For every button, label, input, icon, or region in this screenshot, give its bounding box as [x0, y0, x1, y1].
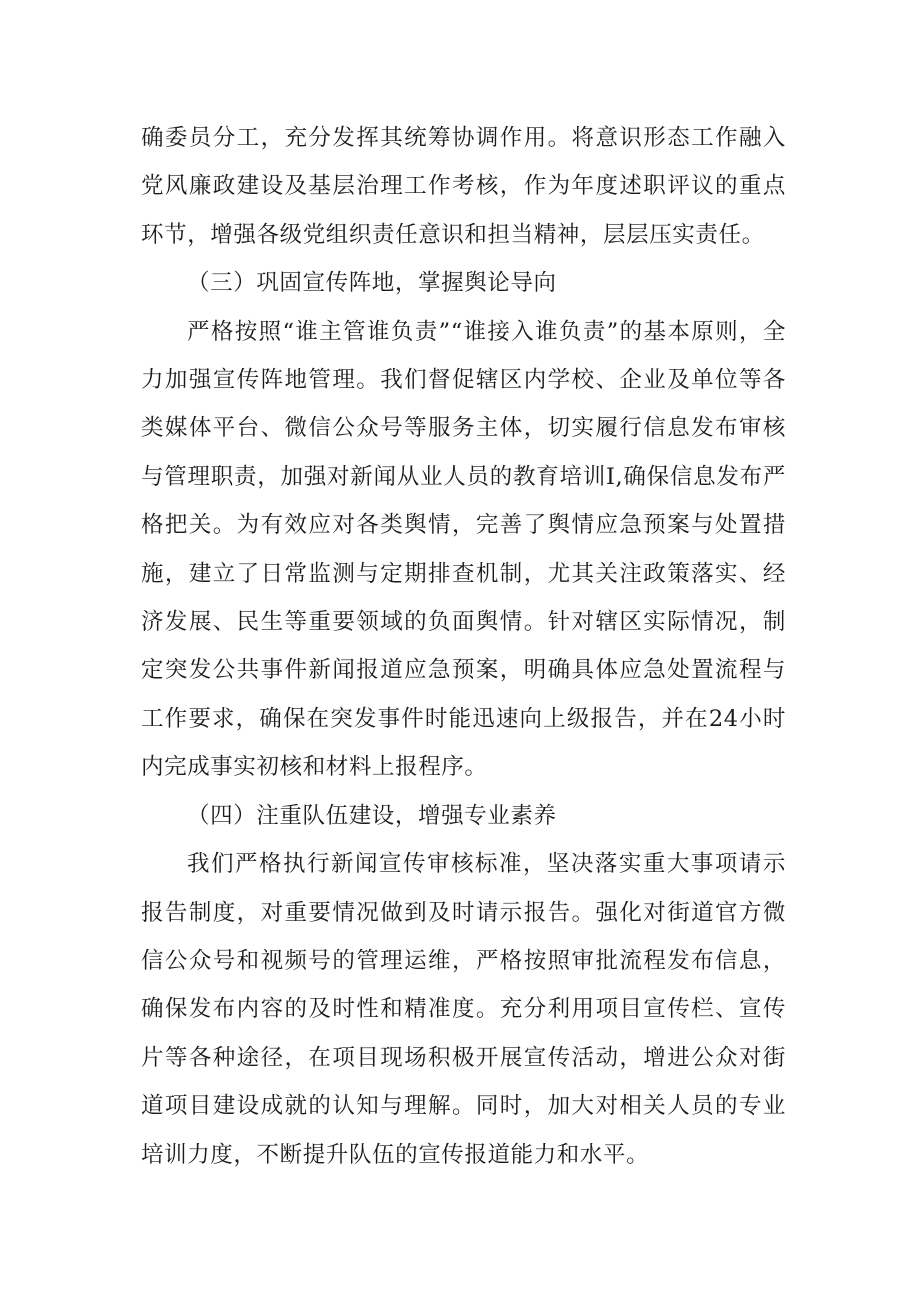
section-heading-three: （三）巩固宣传阵地，掌握舆论导向 — [187, 270, 557, 297]
paragraph-propaganda-front: 严格按照“谁主管谁负责”“谁接入谁负责”的基本原则，全力加强宣传阵地管理。我们督促辖区内学校、企业及单位等各类媒体平台、微信公众号等服务主体，切实履行信息发布审核与管理职责，加强对新闻从业人员的教育培训I,确保信息发布严格把关。为有效应对各类舆情，完善了舆情应急预案与处置措施，建立了日常监测与定期排查机制，尤其关注政策落实、经济发展、民生等重要领域的负面舆情。针对辖区实际情况，制定突发公共事件新闻报道应急预案，明确具体应急处置流程与工作要求，确保在突发事件时能迅速向上级报告，并在24小时内完成事实初核和材料上报程序。 — [141, 318, 786, 781]
paragraph-team-building: 我们严格执行新闻宣传审核标准，坚决落实重大事项请示报告制度，对重要情况做到及时请示报告。强化对街道官方微信公众号和视频号的管理运维，严格按照审批流程发布信息，确保发布内容的及时性和精准度。充分利用项目宣传栏、宣传片等各种途径，在项目现场积极开展宣传活动，增进公众对街道项目建设成就的认知与理解。同时，加大对相关人员的专业培训力度，不断提升队伍的宣传报道能力和水平。 — [141, 851, 786, 1168]
document-body — [141, 114, 786, 1179]
section-heading-four: （四）注重队伍建设，增强专业素养 — [187, 802, 557, 829]
paragraph-continued: 确委员分工，充分发挥其统筹协调作用。将意识形态工作融入党风廉政建设及基层治理工作考核，作为年度述职评议的重点环节，增强各级党组织责任意识和担当精神，层层压实责任。 — [141, 125, 786, 248]
